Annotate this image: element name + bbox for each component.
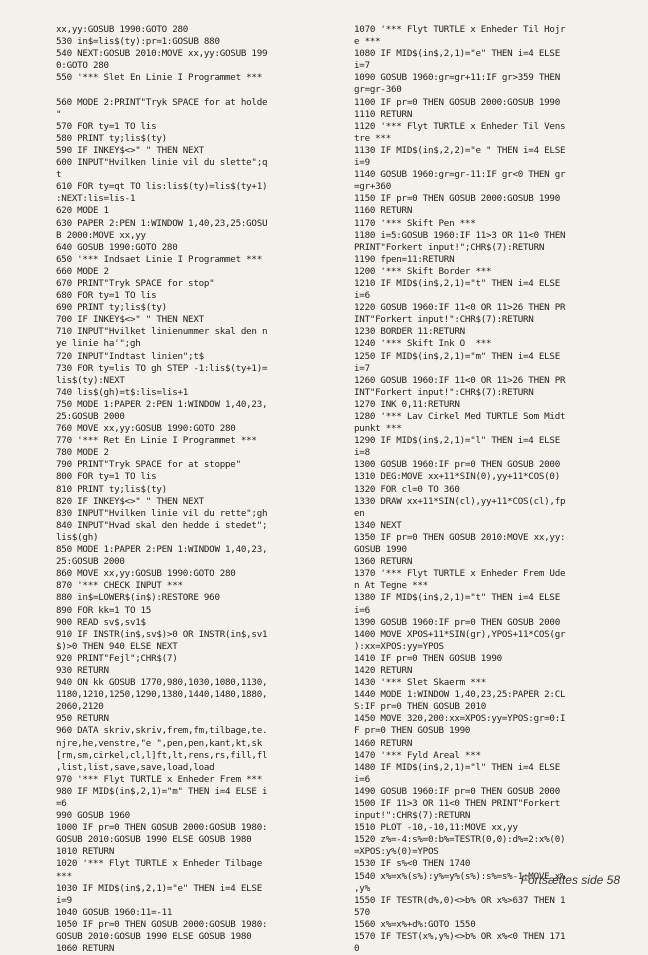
- code-line: 1530 IF s%<0 THEN 1740: [354, 858, 471, 870]
- code-line: ,y%: [354, 882, 370, 894]
- code-column-right: [354, 24, 644, 955]
- code-line: input!":CHR$(7):RETURN: [354, 810, 471, 822]
- code-line: 600 INPUT"Hvilken linie vil du slette";q: [56, 157, 268, 169]
- code-line: 750 MODE 1:PAPER 2:PEN 1:WINDOW 1,40,23,: [56, 398, 268, 410]
- code-line: ):xx=XPOS:yy=YPOS: [354, 640, 444, 652]
- code-line: 830 INPUT"Hvilken linie vil du rette";gh: [56, 507, 268, 519]
- code-line: INT"Forkert input!":CHR$(7):RETURN: [354, 386, 534, 398]
- code-line: F pr=0 THEN GOSUB 1990: [354, 725, 471, 737]
- code-line: 1570 IF TEST(x%,y%)<>b% OR x%<0 THEN 171: [354, 931, 566, 943]
- code-line: 1300 GOSUB 1960:IF pr=0 THEN GOSUB 2000: [354, 459, 560, 471]
- code-line: 610 FOR ty=qt TO lis:lis$(ty)=lis$(ty+1): [56, 181, 268, 193]
- code-line: 1460 RETURN: [354, 737, 413, 749]
- code-line: 570: [354, 906, 370, 918]
- code-line: 1320 FOR cl=0 TO 360: [354, 483, 460, 495]
- code-line: njre,he,venstre,"e ",pen,pen,kant,kt,sk: [56, 737, 262, 749]
- code-line: 1510 PLOT -10,-10,11:MOVE xx,yy: [354, 822, 518, 834]
- code-line: 880 in$=LOWER$(in$):RESTORE 960: [56, 592, 220, 604]
- code-line: 1130 IF MID$(in$,2,2)="e " THEN i=4 ELSE: [354, 144, 566, 156]
- code-line: 1490 GOSUB 1960:IF pr=0 THEN GOSUB 2000: [354, 785, 560, 797]
- code-line: 1090 GOSUB 1960:gr=gr+11:IF gr>359 THEN: [354, 72, 560, 84]
- code-line: 1270 INK 0,11:RETURN: [354, 398, 460, 410]
- code-line: 590 IF INKEY$<>" " THEN NEXT: [56, 144, 204, 156]
- code-line: 25:GOSUB 2000: [56, 411, 125, 422]
- code-line: 980 IF MID$(in$,2,1)="m" THEN i=4 ELSE i: [56, 785, 268, 797]
- code-line: i=8: [354, 447, 370, 459]
- code-line: 1120 '*** Flyt TURTLE x Enheder Til Vens: [354, 120, 566, 132]
- code-line: 1280 '*** Lav Cirkel Med TURTLE Som Midt: [354, 411, 566, 422]
- code-line: 790 PRINT"Tryk SPACE for at stoppe": [56, 459, 241, 471]
- code-line: 1210 IF MID$(in$,2,1)="t" THEN i=4 ELSE: [354, 277, 560, 289]
- code-line: i=9: [56, 894, 72, 906]
- code-line: 720 INPUT"Indtast linien";t$: [56, 350, 204, 362]
- code-line: 1400 MOVE XPOS+11*SIN(gr),YPOS+11*COS(gr: [354, 628, 566, 640]
- code-line: n At Tegne ***: [354, 580, 428, 592]
- code-line: ***: [56, 870, 72, 882]
- code-line: 860 MOVE xx,yy:GOSUB 1990:GOTO 280: [56, 568, 236, 580]
- code-line: i=7: [354, 362, 370, 374]
- code-column-left: [56, 24, 346, 955]
- code-line: 1100 IF pr=0 THEN GOSUB 2000:GOSUB 1990: [354, 96, 560, 108]
- code-line: 1160 RETURN: [354, 205, 413, 217]
- code-line: 810 PRINT ty;lis$(ty): [56, 483, 167, 495]
- code-line: lis$(gh): [56, 531, 99, 543]
- code-line: lis$(ty):NEXT: [56, 374, 125, 386]
- code-line: 1050 IF pr=0 THEN GOSUB 2000:GOSUB 1980:: [56, 918, 268, 930]
- code-line: 1220 GOSUB 1960:IF 11<0 OR 11>26 THEN PR: [354, 302, 566, 314]
- code-line: 640 GOSUB 1990:GOTO 280: [56, 241, 178, 253]
- code-line: tre ***: [354, 132, 391, 144]
- code-line: 920 PRINT"Fejl";CHR$(7): [56, 652, 178, 664]
- code-line: gr=gr-360: [354, 84, 402, 96]
- code-line: t: [56, 169, 62, 181]
- code-line: 0: [354, 943, 360, 955]
- code-line: 620 MODE 1: [56, 205, 109, 217]
- code-line: =6: [56, 798, 67, 809]
- code-line: 1480 IF MID$(in$,2,1)="l" THEN i=4 ELSE: [354, 761, 560, 773]
- code-line: 1560 x%=x%+d%:GOTO 1550: [354, 918, 476, 930]
- code-line: 1440 MODE 1:WINDOW 1,40,23,25:PAPER 2:CL: [354, 689, 566, 701]
- code-line: =XPOS:y%(0)=YPOS: [354, 846, 439, 858]
- continuation-note: Fortsættes side 58: [520, 873, 620, 887]
- code-line: 530 in$=lis$(ty):pr=1:GOSUB 880: [56, 36, 220, 48]
- code-line: 630 PAPER 2:PEN 1:WINDOW 1,40,23,25:GOSU: [56, 217, 268, 229]
- code-line: 1110 RETURN: [354, 108, 413, 120]
- code-line: 580 PRINT ty;lis$(ty): [56, 132, 167, 144]
- code-line: 1420 RETURN: [354, 664, 413, 676]
- code-line: 1180,1210,1250,1290,1380,1440,1480,1880,: [56, 689, 268, 701]
- code-line: $)>0 THEN 940 ELSE NEXT: [56, 640, 178, 652]
- code-line: GOSUB 1990: [354, 544, 407, 556]
- code-line: 550 '*** Slet En Linie I Programmet ***: [56, 72, 262, 84]
- code-line: 1060 RETURN: [56, 943, 115, 955]
- code-line: ,list,list,save,save,load,load: [56, 761, 215, 773]
- code-line: 780 MODE 2: [56, 447, 109, 459]
- code-line: 740 lis$(gh)=t$:lis=lis+1: [56, 386, 189, 398]
- code-line: 940 ON kk GOSUB 1770,980,1030,1080,1130,: [56, 677, 268, 689]
- code-line: 1250 IF MID$(in$,2,1)="m" THEN i=4 ELSE: [354, 350, 560, 362]
- code-line: 1070 '*** Flyt TURTLE x Enheder Til Hojr: [354, 24, 566, 35]
- code-line: i=6: [354, 773, 370, 785]
- code-line: 1390 GOSUB 1960:IF pr=0 THEN GOSUB 2000: [354, 616, 560, 628]
- code-line: 1140 GOSUB 1960:gr=gr-11:IF gr<0 THEN gr: [354, 169, 566, 181]
- code-line: i=6: [354, 290, 370, 302]
- code-line: 570 FOR ty=1 TO lis: [56, 120, 157, 132]
- code-line: 2060,2120: [56, 701, 104, 713]
- code-line: 670 PRINT"Tryk SPACE for stop": [56, 277, 215, 289]
- code-line: punkt ***: [354, 423, 402, 435]
- code-line: 970 '*** Flyt TURTLE x Enheder Frem ***: [56, 773, 262, 785]
- code-line: 1310 DEG:MOVE xx+11*SIN(0),yy+11*COS(0): [354, 471, 560, 483]
- code-line: en: [354, 507, 365, 519]
- code-line: =gr+360: [354, 181, 391, 193]
- code-line: 820 IF INKEY$<>" " THEN NEXT: [56, 495, 204, 507]
- code-line: 1470 '*** Fyld Areal ***: [354, 749, 481, 761]
- code-line: 540 NEXT:GOSUB 2010:MOVE xx,yy:GOSUB 199: [56, 48, 268, 60]
- code-line: i=6: [354, 604, 370, 616]
- code-line: 1030 IF MID$(in$,2,1)="e" THEN i=4 ELSE: [56, 882, 262, 894]
- code-line: GOSUB 2010:GOSUB 1990 ELSE GOSUB 1980: [56, 834, 252, 846]
- code-line: 1340 NEXT: [354, 519, 402, 531]
- code-line: :NEXT:lis=lis-1: [56, 193, 136, 205]
- code-line: 1040 GOSUB 1960:11=-11: [56, 906, 173, 918]
- code-line: 1290 IF MID$(in$,2,1)="l" THEN i=4 ELSE: [354, 435, 560, 447]
- code-line: 1520 z%=-4:s%=0:b%=TESTR(0,0):d%=2:x%(0): [354, 834, 566, 846]
- code-line: xx,yy:GOSUB 1990:GOTO 280: [56, 24, 189, 35]
- code-line: 840 INPUT"Hvad skal den hedde i stedet";: [56, 519, 268, 531]
- code-line: 1170 '*** Skift Pen ***: [354, 217, 476, 229]
- code-line: 690 PRINT ty;lis$(ty): [56, 302, 167, 314]
- code-line: 0:GOTO 280: [56, 60, 109, 72]
- code-line: 1000 IF pr=0 THEN GOSUB 2000:GOSUB 1980:: [56, 822, 268, 834]
- code-line: 660 MODE 2: [56, 265, 109, 277]
- code-line: ye linie ha'";gh: [56, 338, 141, 350]
- code-line: 730 FOR ty=lis TO gh STEP -1:lis$(ty+1)=: [56, 362, 268, 374]
- code-line: 910 IF INSTR(in$,sv$)>0 OR INSTR(in$,sv1: [56, 628, 268, 640]
- code-line: 1020 '*** Flyt TURTLE x Enheder Tilbage: [56, 858, 262, 870]
- code-line: 1430 '*** Slet Skaerm ***: [354, 677, 487, 689]
- code-line: 870 '*** CHECK INPUT ***: [56, 580, 183, 592]
- code-line: PRINT"Forkert input!";CHR$(7):RETURN: [354, 241, 545, 253]
- code-line: INT"Forkert input!":CHR$(7):RETURN: [354, 314, 534, 326]
- code-line: 1450 MOVE 320,200:xx=XPOS:yy=YPOS:gr=0:I: [354, 713, 566, 725]
- code-line: 1180 i=5:GOSUB 1960:IF 11>3 OR 11<0 THEN: [354, 229, 566, 241]
- code-line: 1330 DRAW xx+11*SIN(cl),yy+11*COS(cl),fp: [354, 495, 566, 507]
- code-line: [56, 84, 346, 96]
- code-line: 890 FOR kk=1 TO 15: [56, 604, 152, 616]
- code-line: 900 READ sv$,sv1$: [56, 616, 146, 628]
- code-line: 1370 '*** Flyt TURTLE x Enheder Frem Ude: [354, 568, 566, 580]
- code-line: 850 MODE 1:PAPER 2:PEN 1:WINDOW 1,40,23,: [56, 544, 268, 556]
- code-line: i=7: [354, 60, 370, 72]
- code-line: 1240 '*** Skift Ink O ***: [354, 338, 492, 350]
- code-line: 700 IF INKEY$<>" " THEN NEXT: [56, 314, 204, 326]
- code-line: 1540 x%=x%(s%):y%=y%(s%):s%=s%-1:MOVE x%: [354, 870, 566, 882]
- code-line: 560 MODE 2:PRINT"Tryk SPACE for at holde: [56, 96, 268, 108]
- code-line: 950 RETURN: [56, 713, 109, 725]
- code-line: 1380 IF MID$(in$,2,1)="t" THEN i=4 ELSE: [354, 592, 560, 604]
- code-line: e ***: [354, 36, 381, 48]
- code-line: 1190 fpen=11:RETURN: [354, 253, 455, 265]
- code-line: 1230 BORDER 11:RETURN: [354, 326, 465, 338]
- code-line: 710 INPUT"Hvilket linienummer skal den n: [56, 326, 268, 338]
- code-line: [rm,sm,cirkel,cl,l]ft,lt,rens,rs,fill,fl: [56, 749, 268, 761]
- code-line: 1080 IF MID$(in$,2,1)="e" THEN i=4 ELSE: [354, 48, 560, 60]
- code-line: 1360 RETURN: [354, 556, 413, 568]
- code-line: 760 MOVE xx,yy:GOSUB 1990:GOTO 280: [56, 423, 236, 435]
- code-line: 1260 GOSUB 1960:IF 11<0 OR 11>26 THEN PR: [354, 374, 566, 386]
- code-line: S:IF pr=0 THEN GOSUB 2010: [354, 701, 487, 713]
- code-line: B 2000:MOVE xx,yy: [56, 229, 146, 241]
- code-line: ": [56, 108, 62, 120]
- code-line: 680 FOR ty=1 TO lis: [56, 290, 157, 302]
- code-line: 1410 IF pr=0 THEN GOSUB 1990: [354, 652, 502, 664]
- code-line: 960 DATA skriv,skriv,frem,fm,tilbage,te.: [56, 725, 268, 737]
- code-line: i=9: [354, 157, 370, 169]
- code-line: 1500 IF 11>3 OR 11<0 THEN PRINT"Forkert: [354, 798, 560, 809]
- code-line: 650 '*** Indsaet Linie I Programmet ***: [56, 253, 262, 265]
- code-line: 990 GOSUB 1960: [56, 810, 130, 822]
- code-line: 1010 RETURN: [56, 846, 115, 858]
- code-line: GOSUB 2010:GOSUB 1990 ELSE GOSUB 1980: [56, 931, 252, 943]
- code-line: 930 RETURN: [56, 664, 109, 676]
- code-line: 800 FOR ty=1 TO lis: [56, 471, 157, 483]
- code-line: 25:GOSUB 2000: [56, 556, 125, 568]
- code-line: 1550 IF TESTR(d%,0)<>b% OR x%>637 THEN 1: [354, 894, 566, 906]
- code-line: 1200 '*** Skift Border ***: [354, 265, 492, 277]
- code-line: 1350 IF pr=0 THEN GOSUB 2010:MOVE xx,yy:: [354, 531, 566, 543]
- code-line: 770 '*** Ret En Linie I Programmet ***: [56, 435, 257, 447]
- code-line: 1150 IF pr=0 THEN GOSUB 2000:GOSUB 1990: [354, 193, 560, 205]
